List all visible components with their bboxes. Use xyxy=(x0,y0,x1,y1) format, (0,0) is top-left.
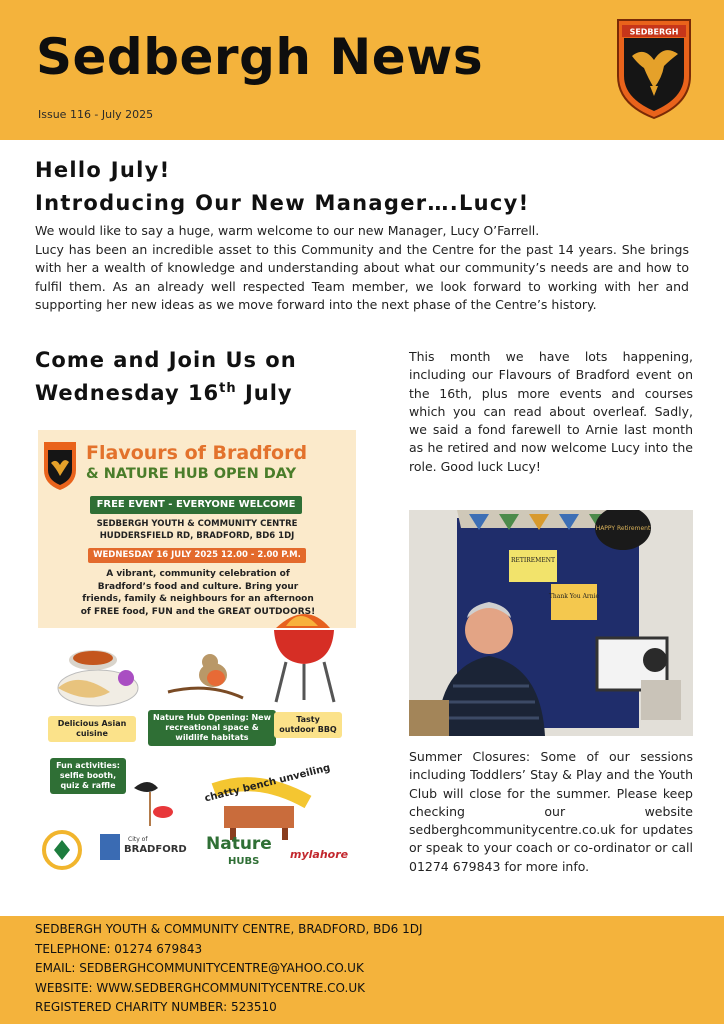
hubs-logo-text: HUBS xyxy=(228,856,260,867)
footer-email: EMAIL: SEDBERGHCOMMUNITYCENTRE@YAHOO.CO.UK xyxy=(35,961,364,976)
bradford-council-logo: BRADFORD xyxy=(124,844,187,855)
flyer-date: WEDNESDAY 16 JULY 2025 12.00 - 2.00 P.M. xyxy=(88,548,306,563)
label-bbq: Tasty outdoor BBQ xyxy=(274,712,342,738)
join-sup: th xyxy=(219,381,237,396)
retirement-sign: RETIREMENT xyxy=(511,557,555,564)
thank-you-sign: Thank You Arnie xyxy=(548,593,600,600)
label-cuisine: Delicious Asian cuisine xyxy=(48,716,136,742)
retirement-photo-art xyxy=(409,510,693,736)
flyer-title: Flavours of Bradford xyxy=(86,442,308,464)
footer-website: WEBSITE: WWW.SEDBERGHCOMMUNITYCENTRE.CO.UK xyxy=(35,980,365,995)
venue-line-1: SEDBERGH YOUTH & COMMUNITY CENTRE xyxy=(96,519,298,529)
join-us-heading xyxy=(35,344,375,410)
footer-charity: REGISTERED CHARITY NUMBER: 523510 xyxy=(35,1000,277,1015)
footer-address: SEDBERGH YOUTH & COMMUNITY CENTRE, BRADFORD, BD6 1DJ xyxy=(35,922,423,936)
intro-paragraph: Lucy has been an incredible asset to this Community and the Centre for the past 14 years. She brings with her a wealth of knowledge and understanding about what our community’s needs are and how to fulfil them. As an already well respected Team member, we look forward to working with her and supporting her new ideas as we move forward into the next phase of the Centre’s history. xyxy=(35,241,689,312)
join-line-2: Wednesday 16 xyxy=(35,381,220,405)
flyer-description: A vibrant, community celebration of Bradford’s food and culture. Bring your friends, family & neighbours for an afternoon of FREE food, FUN and the GREAT OUTDOORS! xyxy=(80,569,316,617)
flyer-subtitle: & NATURE HUB OPEN DAY xyxy=(86,466,297,482)
introducing-heading: Introducing Our New Manager….Lucy! xyxy=(35,191,530,215)
retirement-balloon: HAPPY Retirement xyxy=(595,525,651,532)
newsletter-title: Sedbergh News xyxy=(36,28,484,86)
retirement-photo xyxy=(409,510,693,736)
news-paragraph: This month we have lots happening, including our Flavours of Bradford event on the 16th, plus more events and courses which you can read about overleaf. Sadly, we said a fond farewell to Arnie last month as he retired and now welcome Lucy into the role. Good luck Lucy! xyxy=(409,349,693,474)
sedbergh-crest-logo xyxy=(614,16,694,120)
footer-contact xyxy=(35,920,423,1018)
chatty-bench-label: chatty bench unveiling xyxy=(203,762,332,805)
footer-telephone: TELEPHONE: 01274 679843 xyxy=(35,941,203,956)
join-line-2-end: July xyxy=(236,381,293,405)
join-line-1: Come and Join Us on xyxy=(35,348,297,372)
crest-label: SEDBERGH xyxy=(629,27,679,37)
nature-hubs-logo: Nature xyxy=(206,834,272,854)
council-logo-top: City of xyxy=(128,836,148,843)
label-nature-hub: Nature Hub Opening: New recreational space & wildlife habitats xyxy=(148,710,276,746)
mylahore-logo: mylahore xyxy=(290,848,349,861)
summer-closures-paragraph: Summer Closures: Some of our sessions including Toddlers’ Stay & Play and the Youth Club will close for the summer. Please keep checking our website sedberghcommunitycentre.co.uk for updates or speak to your coach or co-ordinator or call 01274 679843 for more info. xyxy=(409,749,693,874)
flyer-venue xyxy=(58,518,336,542)
venue-line-2: HUDDERSFIELD RD, BRADFORD, BD6 1DJ xyxy=(99,531,295,541)
free-event-badge: FREE EVENT - EVERYONE WELCOME xyxy=(90,496,302,514)
intro-text xyxy=(35,222,689,315)
event-flyer xyxy=(38,430,356,878)
hello-heading: Hello July! xyxy=(35,158,171,182)
label-fun-activities: Fun activities: selfie booth, quiz & raffle xyxy=(50,758,126,794)
intro-line: We would like to say a huge, warm welcome to our new Manager, Lucy O’Farrell. xyxy=(35,223,540,238)
issue-label: Issue 116 - July 2025 xyxy=(38,108,154,121)
